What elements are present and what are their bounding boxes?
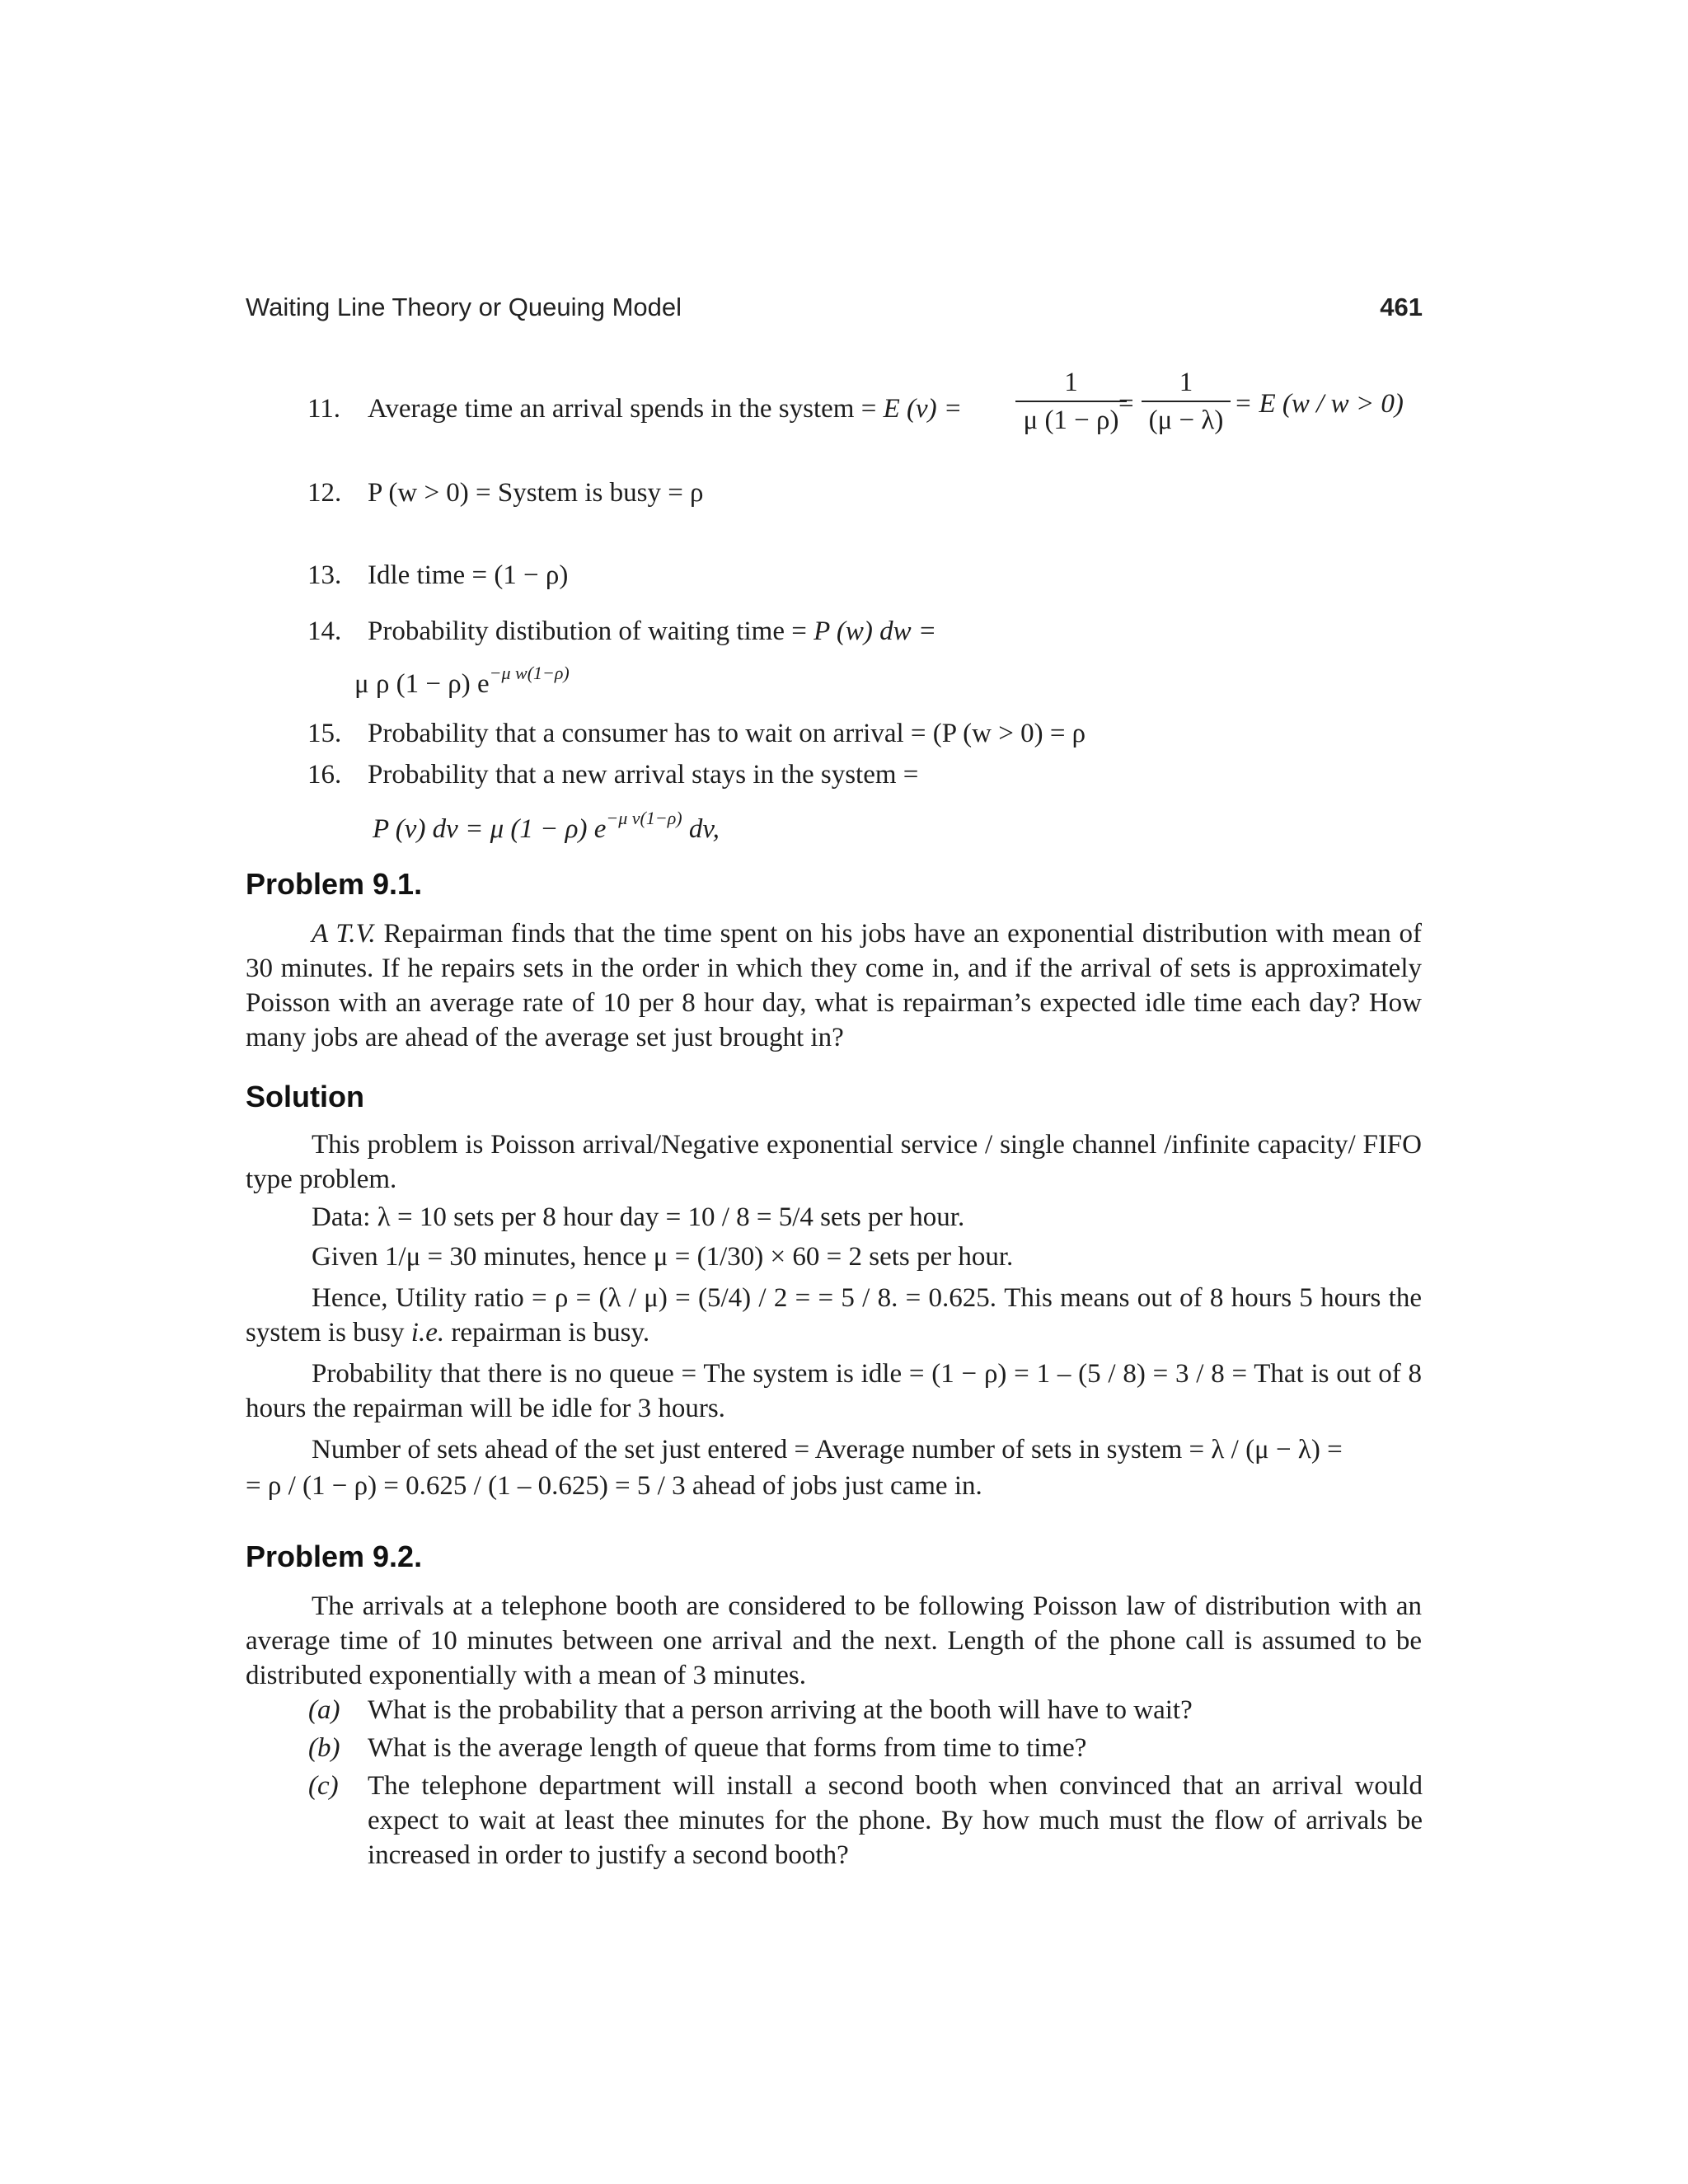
- fraction-denominator: (μ − λ): [1148, 405, 1224, 435]
- formula-13-text: Idle time = (1 − ρ): [368, 560, 569, 590]
- solution-paragraph: Probability that there is no queue = The system is idle = (1 − ρ) = 1 – (5 / 8) = 3 / 8 = That is out of 8 hours the repairman will be idle for 3 hours.: [246, 1359, 1422, 1423]
- formula-number: 11.: [307, 394, 341, 424]
- list-item-label: (b): [308, 1733, 340, 1763]
- solution-heading: Solution: [246, 1080, 364, 1113]
- fraction-denominator: μ (1 − ρ): [1023, 405, 1119, 435]
- list-item-text: The telephone department will install a second booth when convinced that an arrival would expect to wait at least thee minutes for the phone. By how much must the flow of arrivals be increased in order to justify a second booth?: [368, 1771, 1423, 1870]
- formula-11-fraction-1: [1015, 366, 1127, 437]
- list-item-text: What is the average length of queue that forms from time to time?: [368, 1733, 1087, 1763]
- list-item: [308, 1693, 1423, 1727]
- problem-heading: Problem 9.2.: [246, 1540, 423, 1573]
- list-item: [308, 1769, 1423, 1876]
- solution-paragraph: [246, 1281, 1422, 1350]
- page-number: 461: [1380, 293, 1423, 321]
- solution-text-italic: i.e.: [410, 1318, 445, 1347]
- formula-number: 14.: [307, 616, 342, 646]
- solution-text: repairman is busy.: [444, 1318, 650, 1347]
- expression-tail: dv,: [682, 814, 720, 844]
- problem-1-statement: [246, 916, 1422, 1055]
- formula-14-expression: [354, 663, 570, 700]
- formula-11-equals: =: [1118, 389, 1134, 419]
- problem-1-lead: A T.V.: [312, 919, 376, 949]
- formula-number: 15.: [307, 719, 342, 748]
- solution-paragraph: Data: λ = 10 sets per 8 hour day = 10 / 8 = 5/4 sets per hour.: [312, 1202, 965, 1232]
- running-header-title: Waiting Line Theory or Queuing Model: [246, 293, 682, 321]
- list-item-label: (a): [308, 1695, 340, 1725]
- expression-base: μ ρ (1 − ρ) e: [354, 669, 490, 699]
- fraction-numerator: 1: [1179, 368, 1193, 397]
- solution-paragraph: Number of sets ahead of the set just entered = Average number of sets in system = λ / (μ − λ) =: [312, 1435, 1343, 1465]
- formula-11-lhs: E (v) =: [883, 394, 963, 424]
- solution-body: [246, 1127, 1422, 1503]
- fraction-bar: [1142, 401, 1231, 402]
- formula-11-label: Average time an arrival spends in the system =: [368, 394, 884, 424]
- formula-number: 12.: [307, 478, 342, 508]
- formula-14-text: [368, 616, 936, 647]
- formula-12-text: P (w > 0) = System is busy = ρ: [368, 478, 704, 508]
- fraction-bar: [1015, 401, 1127, 402]
- list-item-label: (c): [308, 1771, 339, 1801]
- problem-2-statement: [246, 1589, 1422, 1693]
- formula-number: 16.: [307, 760, 342, 790]
- list-item: [308, 1731, 1423, 1765]
- formula-14-label: Probability distibution of waiting time =: [368, 616, 814, 646]
- solution-text: Hence, Utility ratio = ρ = (λ / μ) = (5/4) / 2 = = 5 / 8. = 0.625. This means out of 8 hours 5 hours the system is busy: [246, 1283, 1422, 1347]
- formula-11-fraction-2: [1142, 366, 1231, 437]
- formula-16-expression: [373, 808, 720, 845]
- formula-number: 13.: [307, 560, 342, 590]
- formula-11-rhs: = E (w / w > 0): [1234, 389, 1404, 419]
- formula-11-text: [368, 394, 962, 424]
- expression-exponent: −μ w(1−ρ): [489, 663, 570, 683]
- solution-paragraph: = ρ / (1 − ρ) = 0.625 / (1 – 0.625) = 5 / 3 ahead of jobs just came in.: [246, 1471, 982, 1501]
- problem-1-body: Repairman finds that the time spent on his jobs have an exponential distribution with mean of 30 minutes. If he repairs sets in the order in which they come in, and if the arrival of sets is approximately Poisson with an average rate of 10 per 8 hour day, what is repairman’s expected idle time each day? How many jobs are ahead of the average set just brought in?: [246, 919, 1422, 1052]
- fraction-numerator: 1: [1064, 368, 1078, 397]
- problem-2-paragraph: The arrivals at a telephone booth are considered to be following Poisson law of distribution with an average time of 10 minutes between one arrival and the next. Length of the phone call is assumed to be distributed exponentially with a mean of 3 minutes.: [246, 1591, 1422, 1690]
- expression-exponent: −μ v(1−ρ): [606, 808, 682, 828]
- solution-paragraph: Given 1/μ = 30 minutes, hence μ = (1/30) × 60 = 2 sets per hour.: [312, 1242, 1014, 1272]
- expression-base: P (v) dv = μ (1 − ρ) e: [373, 814, 607, 844]
- problem-1-paragraph: [246, 916, 1422, 1055]
- formula-16-text: Probability that a new arrival stays in the system =: [368, 760, 919, 790]
- list-item-text: What is the probability that a person arriving at the booth will have to wait?: [368, 1695, 1193, 1725]
- solution-paragraph: This problem is Poisson arrival/Negative exponential service / single channel /infinite capacity/ FIFO type problem.: [246, 1130, 1422, 1194]
- problem-heading: Problem 9.1.: [246, 867, 423, 901]
- formula-15-text: Probability that a consumer has to wait on arrival = (P (w > 0) = ρ: [368, 719, 1086, 748]
- formula-14-expr: P (w) dw =: [814, 616, 937, 646]
